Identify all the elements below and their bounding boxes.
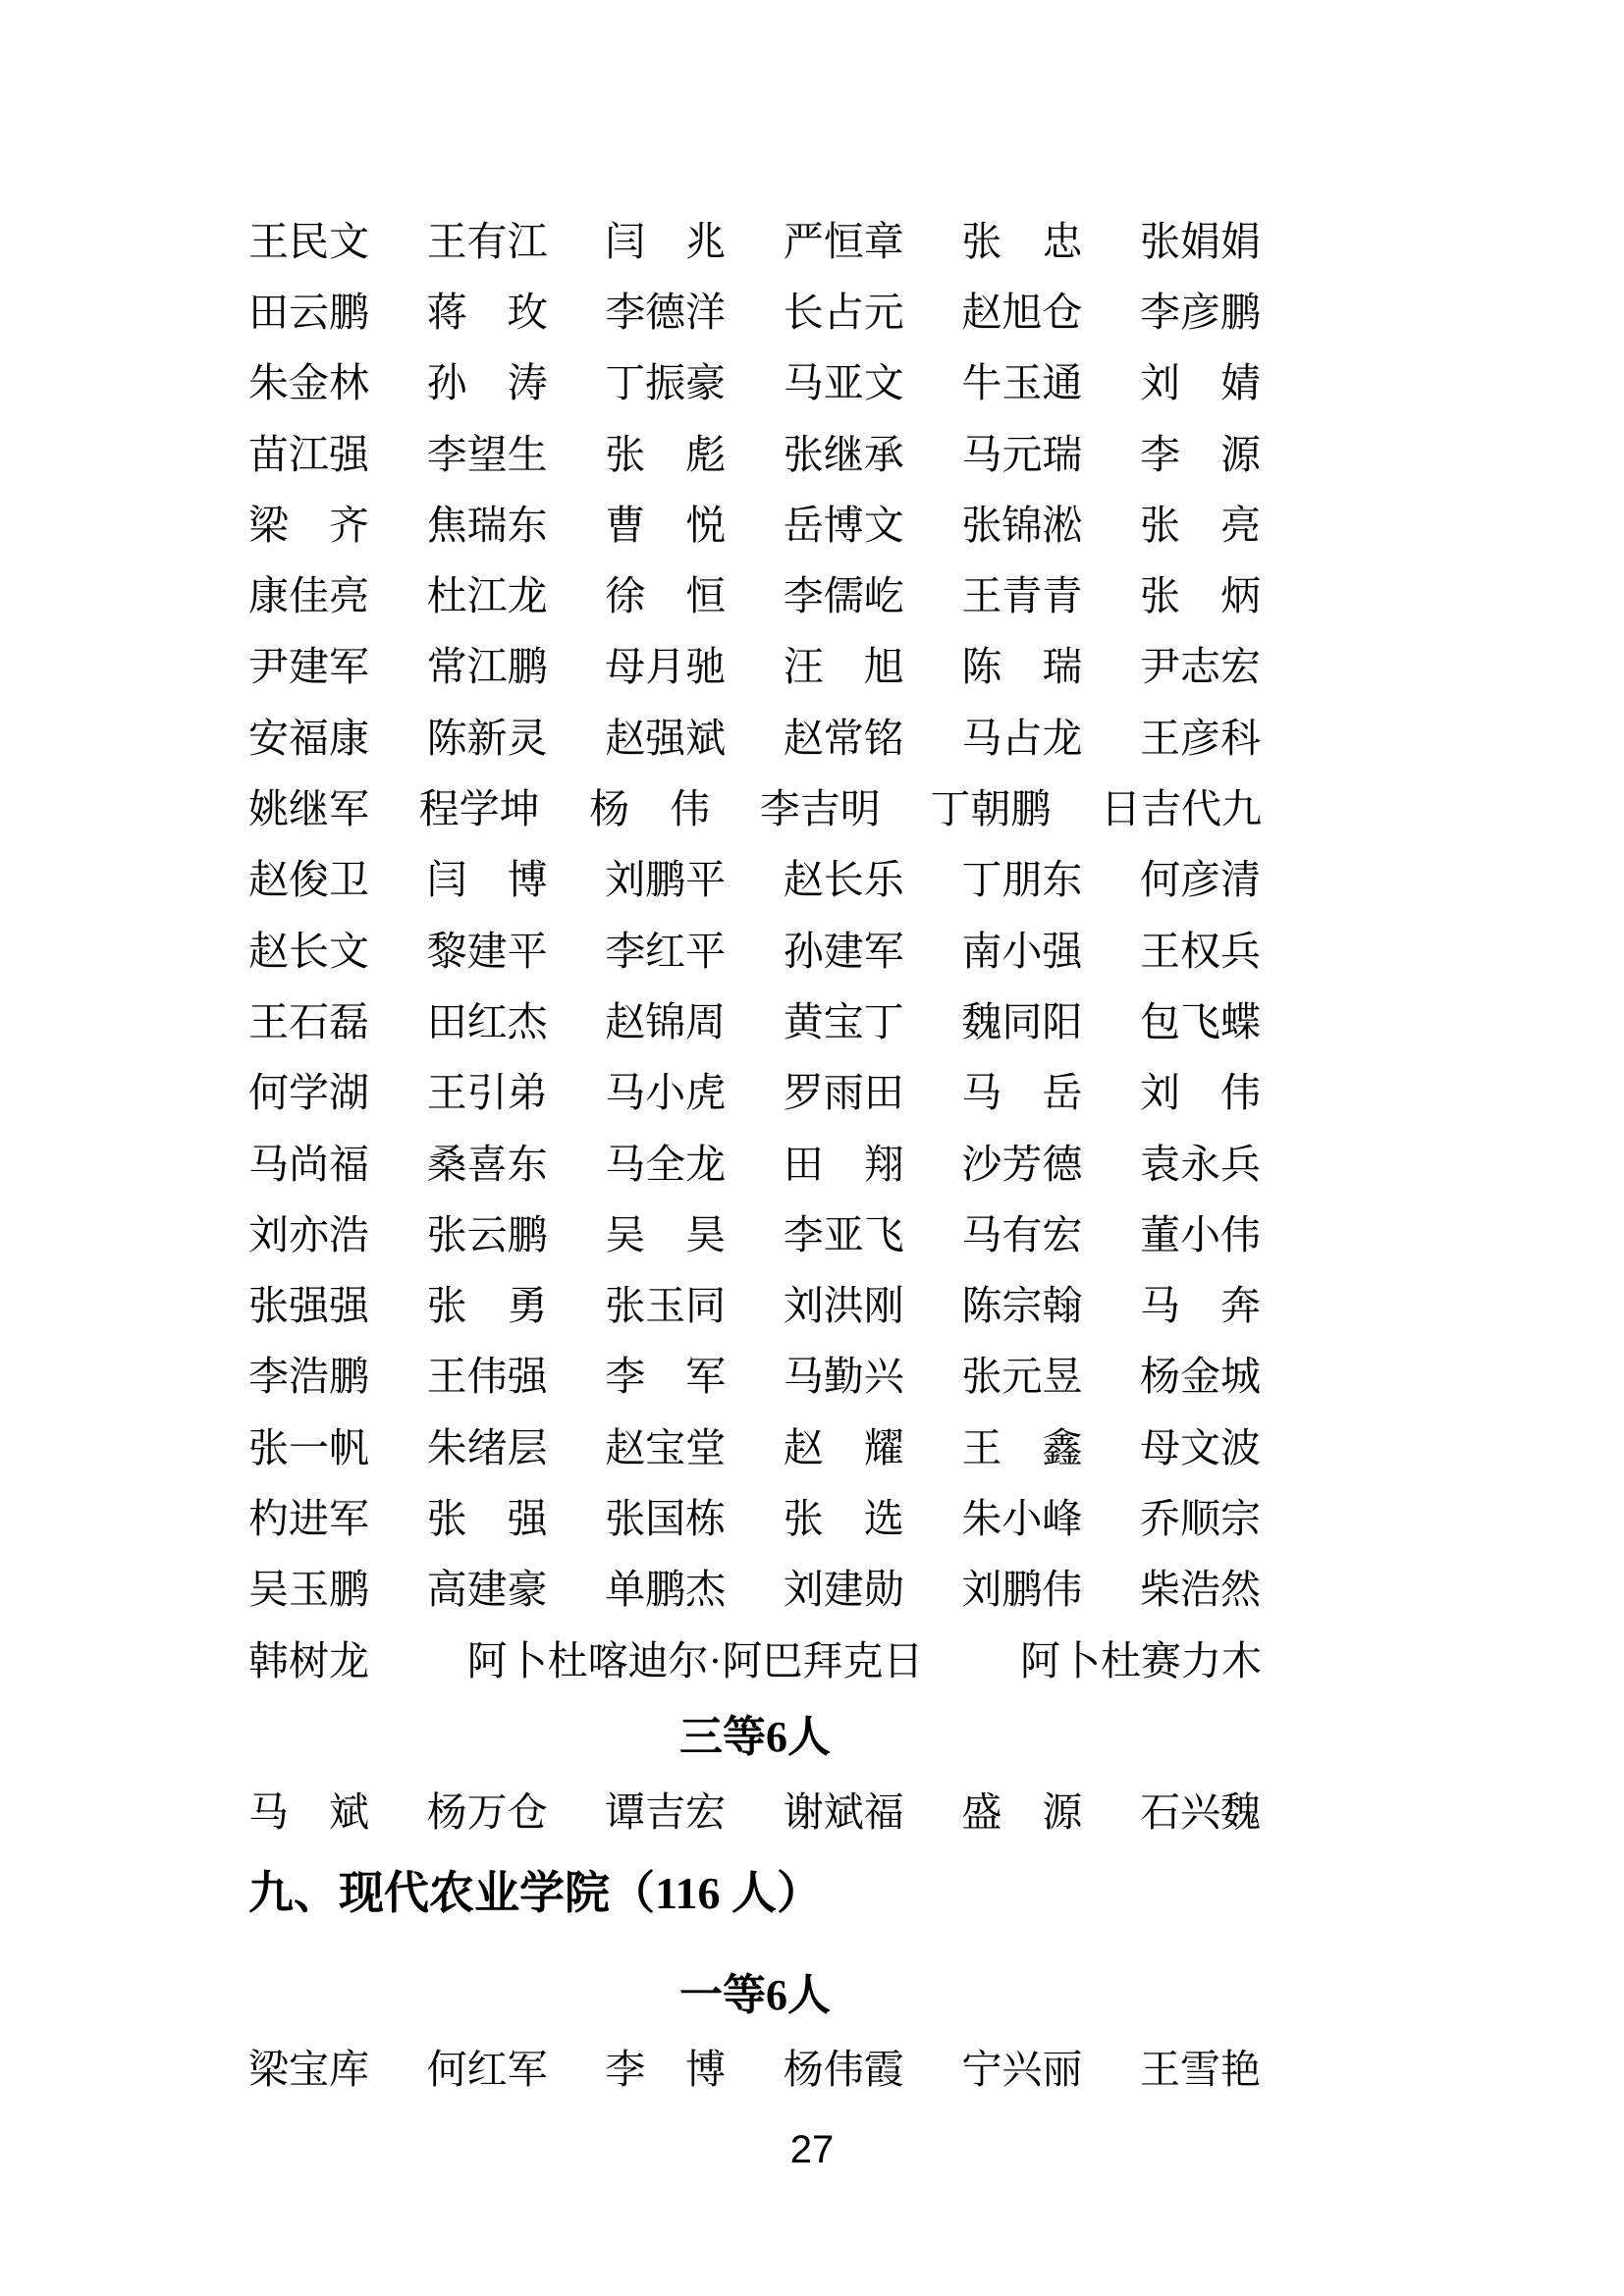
person-name: 董小伟 [1139, 1211, 1261, 1257]
person-name: 张 亮 [1139, 502, 1261, 548]
person-name: 马亚文 [783, 360, 904, 406]
person-name: 苗江强 [248, 431, 369, 477]
person-name: 王彦科 [1139, 715, 1261, 761]
person-name: 高建豪 [426, 1567, 548, 1613]
person-name: 黎建平 [426, 928, 548, 974]
person-name: 王权兵 [1139, 928, 1261, 974]
name-row [248, 277, 1262, 347]
person-name: 石兴魏 [1139, 1789, 1261, 1835]
person-name: 何彦清 [1139, 857, 1261, 903]
person-name: 汪 旭 [783, 644, 904, 690]
person-name: 刘 伟 [1139, 1070, 1261, 1116]
person-name: 赵俊卫 [248, 857, 369, 903]
person-name: 赵宝堂 [605, 1424, 727, 1470]
person-name: 张 忠 [961, 218, 1083, 264]
name-row [248, 632, 1262, 703]
person-name: 盛 源 [961, 1789, 1083, 1835]
person-name: 田 翔 [783, 1141, 904, 1187]
person-name: 张 强 [426, 1495, 548, 1541]
person-name: 马勤兴 [783, 1354, 904, 1400]
person-name: 马元瑞 [961, 431, 1083, 477]
page-content [248, 206, 1262, 2106]
person-name: 张元昱 [961, 1354, 1083, 1400]
name-row [248, 1413, 1262, 1483]
person-name: 程学坤 [418, 786, 540, 832]
person-name: 黄宝丁 [783, 998, 904, 1044]
person-name: 赵长文 [248, 928, 369, 974]
name-row [248, 2035, 1262, 2106]
person-name: 赵强斌 [605, 715, 727, 761]
tier-one-header: 一等6人 [679, 1970, 831, 2019]
person-name: 杓进军 [248, 1495, 369, 1541]
name-list-continued [248, 206, 1262, 1696]
person-name: 刘鹏平 [605, 857, 727, 903]
person-name: 张锦淞 [961, 502, 1083, 548]
person-name: 马占龙 [961, 715, 1083, 761]
person-name: 田云鹏 [248, 289, 369, 335]
person-name: 刘洪刚 [783, 1283, 904, 1329]
name-row [248, 1777, 1262, 1847]
person-name: 李 博 [605, 2047, 727, 2093]
person-name: 王青青 [961, 573, 1083, 619]
name-row [248, 1129, 1262, 1200]
person-name: 陈新灵 [426, 715, 548, 761]
name-row [248, 561, 1262, 631]
person-name: 马尚福 [248, 1141, 369, 1187]
person-name: 田红杰 [426, 998, 548, 1044]
person-name: 包飞蝶 [1139, 998, 1261, 1044]
person-name: 袁永兵 [1139, 1141, 1261, 1187]
person-name: 杜江龙 [426, 573, 548, 619]
person-name: 刘鹏伟 [961, 1567, 1083, 1613]
person-name: 王有江 [426, 218, 548, 264]
person-name: 母月驰 [605, 644, 727, 690]
person-name: 宁兴丽 [961, 2047, 1083, 2093]
person-name: 孙建军 [783, 928, 904, 974]
person-name: 桑喜东 [426, 1141, 548, 1187]
person-name: 马 岳 [961, 1070, 1083, 1116]
person-name: 乔顺宗 [1139, 1495, 1261, 1541]
person-name: 张 勇 [426, 1283, 548, 1329]
person-name: 马 斌 [248, 1789, 369, 1835]
person-name: 罗雨田 [783, 1070, 904, 1116]
person-name: 杨万仓 [426, 1789, 548, 1835]
person-name: 安福康 [248, 715, 369, 761]
person-name: 丁朋东 [961, 857, 1083, 903]
person-name: 张国栋 [605, 1495, 727, 1541]
person-name: 尹志宏 [1139, 644, 1261, 690]
person-name: 谢斌福 [783, 1789, 904, 1835]
person-name: 单鹏杰 [605, 1567, 727, 1613]
name-row [248, 845, 1262, 916]
person-name: 张娟娟 [1139, 218, 1261, 264]
person-name: 王 鑫 [961, 1424, 1083, 1470]
person-name: 孙 涛 [426, 360, 548, 406]
person-name: 姚继军 [248, 786, 369, 832]
person-name: 赵旭仓 [961, 289, 1083, 335]
name-row [248, 1058, 1262, 1129]
person-name: 陈宗翰 [961, 1283, 1083, 1329]
person-name: 赵常铭 [783, 715, 904, 761]
tier-three-name-list [248, 1777, 1262, 1847]
person-name: 岳博文 [783, 502, 904, 548]
person-name: 沙芳德 [961, 1141, 1083, 1187]
person-name: 刘建勋 [783, 1567, 904, 1613]
person-name: 李儒屹 [783, 573, 904, 619]
person-name: 魏同阳 [961, 998, 1083, 1044]
name-row [248, 1626, 1262, 1696]
person-name: 焦瑞东 [426, 502, 548, 548]
person-name: 王伟强 [426, 1354, 548, 1400]
person-name: 赵 耀 [783, 1424, 904, 1470]
person-name: 李望生 [426, 431, 548, 477]
person-name: 阿卜杜赛力木 [1020, 1637, 1262, 1683]
person-name: 母文波 [1139, 1424, 1261, 1470]
person-name: 闫 博 [426, 857, 548, 903]
person-name: 丁朝鹏 [930, 786, 1052, 832]
person-name: 张 选 [783, 1495, 904, 1541]
name-row [248, 348, 1262, 419]
person-name: 张 彪 [605, 431, 727, 477]
person-name: 陈 瑞 [961, 644, 1083, 690]
name-row [248, 1483, 1262, 1554]
name-row [248, 987, 1262, 1057]
page-number: 27 [789, 2128, 835, 2171]
person-name: 杨 伟 [589, 786, 711, 832]
person-name: 朱金林 [248, 360, 369, 406]
person-name: 李彦鹏 [1139, 289, 1261, 335]
person-name: 长占元 [783, 289, 904, 335]
person-name: 李红平 [605, 928, 727, 974]
person-name: 韩树龙 [248, 1637, 369, 1683]
person-name: 李吉明 [759, 786, 881, 832]
name-row [248, 1270, 1262, 1341]
name-row [248, 774, 1262, 844]
person-name: 常江鹏 [426, 644, 548, 690]
person-name: 丁振豪 [605, 360, 727, 406]
name-row [248, 419, 1262, 490]
name-row [248, 1555, 1262, 1626]
person-name: 王民文 [248, 218, 369, 264]
person-name: 严恒章 [783, 218, 904, 264]
person-name: 李 军 [605, 1354, 727, 1400]
name-row [248, 1342, 1262, 1413]
person-name: 吴 昊 [605, 1211, 727, 1257]
person-name: 赵长乐 [783, 857, 904, 903]
name-row [248, 490, 1262, 561]
person-name: 李 源 [1139, 431, 1261, 477]
person-name: 张 炳 [1139, 573, 1261, 619]
person-name: 马小虎 [605, 1070, 727, 1116]
person-name: 南小强 [961, 928, 1083, 974]
person-name: 徐 恒 [605, 573, 727, 619]
person-name: 马全龙 [605, 1141, 727, 1187]
person-name: 张继承 [783, 431, 904, 477]
person-name: 牛玉通 [961, 360, 1083, 406]
person-name: 何红军 [426, 2047, 548, 2093]
person-name: 梁宝库 [248, 2047, 369, 2093]
person-name: 杨金城 [1139, 1354, 1261, 1400]
person-name: 李德洋 [605, 289, 727, 335]
person-name: 刘亦浩 [248, 1211, 369, 1257]
person-name: 闫 兆 [605, 218, 727, 264]
person-name: 赵锦周 [605, 998, 727, 1044]
person-name: 柴浩然 [1139, 1567, 1261, 1613]
person-name: 王引弟 [426, 1070, 548, 1116]
person-name: 张玉同 [605, 1283, 727, 1329]
name-row [248, 703, 1262, 774]
tier-three-header: 三等6人 [679, 1713, 831, 1762]
person-name: 阿卜杜喀迪尔·阿巴拜克日 [466, 1637, 924, 1683]
person-name: 尹建军 [248, 644, 369, 690]
person-name: 张一帆 [248, 1424, 369, 1470]
person-name: 日吉代九 [1100, 786, 1262, 832]
person-name: 王雪艳 [1139, 2047, 1261, 2093]
person-name: 张强强 [248, 1283, 369, 1329]
person-name: 康佳亮 [248, 573, 369, 619]
person-name: 刘 婧 [1139, 360, 1261, 406]
person-name: 李浩鹏 [248, 1354, 369, 1400]
person-name: 蒋 玫 [426, 289, 548, 335]
section-heading-college: 九、现代农业学院（116 人） [248, 1867, 822, 1918]
person-name: 曹 悦 [605, 502, 727, 548]
person-name: 马有宏 [961, 1211, 1083, 1257]
person-name: 朱绪层 [426, 1424, 548, 1470]
person-name: 李亚飞 [783, 1211, 904, 1257]
name-row [248, 206, 1262, 277]
person-name: 梁 齐 [248, 502, 369, 548]
name-row [248, 1200, 1262, 1270]
person-name: 吴玉鹏 [248, 1567, 369, 1613]
person-name: 马 奔 [1139, 1283, 1261, 1329]
person-name: 张云鹏 [426, 1211, 548, 1257]
person-name: 谭吉宏 [605, 1789, 727, 1835]
person-name: 杨伟霞 [783, 2047, 904, 2093]
person-name: 朱小峰 [961, 1495, 1083, 1541]
person-name: 王石磊 [248, 998, 369, 1044]
tier-one-name-list [248, 2035, 1262, 2106]
person-name: 何学湖 [248, 1070, 369, 1116]
name-row [248, 916, 1262, 987]
